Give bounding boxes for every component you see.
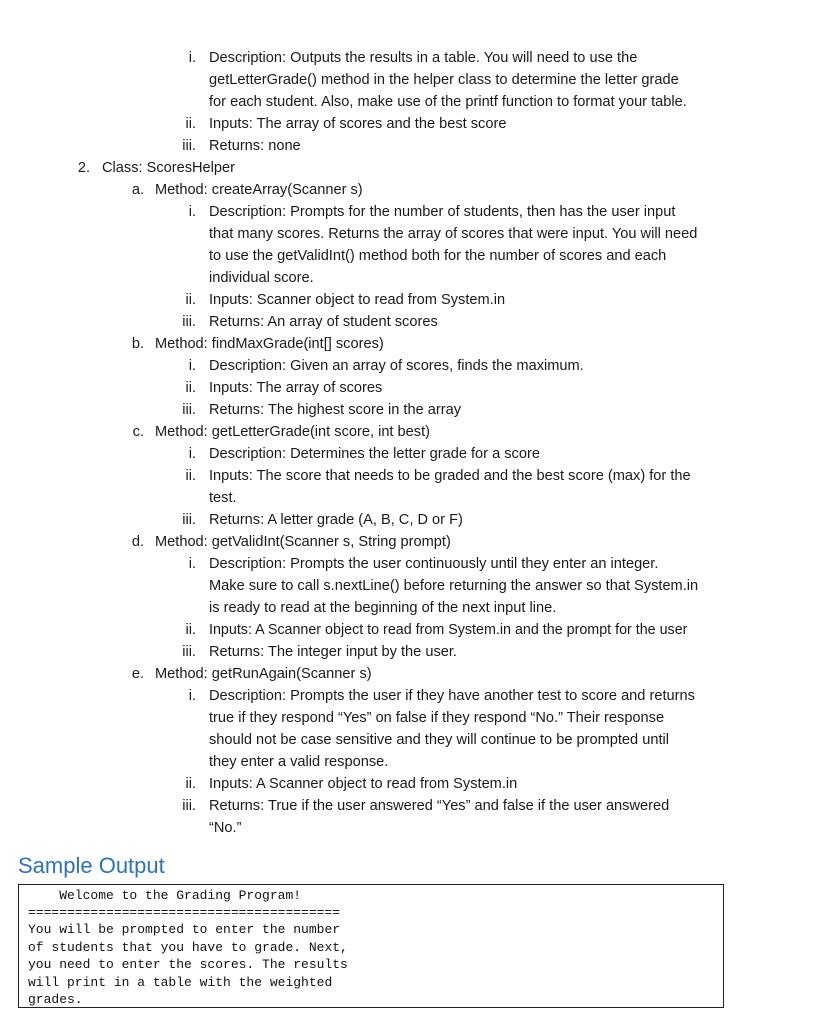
returns-line: “No.” bbox=[209, 820, 242, 836]
returns-line: Returns: The highest score in the array bbox=[209, 402, 462, 418]
inputs-line: Inputs: The array of scores bbox=[209, 380, 383, 396]
list-marker: iii. bbox=[182, 138, 196, 154]
description-line: Description: Given an array of scores, finds the maximum. bbox=[209, 358, 584, 374]
console-line: Welcome to the Grading Program! bbox=[28, 888, 302, 903]
description-line: Description: Prompts the user continuously until they enter an integer. bbox=[209, 556, 659, 572]
list-marker: ii. bbox=[185, 468, 196, 484]
list-marker: i. bbox=[188, 358, 196, 374]
list-marker: iii. bbox=[182, 402, 196, 418]
method-marker: b. bbox=[131, 336, 144, 352]
description-line: is ready to read at the beginning of the next input line. bbox=[209, 600, 557, 616]
console-line: will print in a table with the weighted bbox=[28, 975, 333, 990]
returns-line: Returns: none bbox=[209, 138, 301, 154]
method-marker: c. bbox=[132, 424, 144, 440]
inputs-line: Inputs: A Scanner object to read from System.in bbox=[209, 776, 518, 792]
console-line: you need to enter the scores. The results bbox=[28, 957, 348, 972]
list-marker: iii. bbox=[182, 798, 196, 814]
returns-line: Returns: The integer input by the user. bbox=[209, 644, 457, 660]
method-marker: e. bbox=[131, 666, 144, 682]
method-marker: a. bbox=[131, 182, 144, 198]
method-title: Method: getValidInt(Scanner s, String prompt) bbox=[155, 534, 451, 550]
class-number: 2. bbox=[77, 160, 90, 176]
inputs-line: test. bbox=[209, 490, 237, 506]
list-marker: iii. bbox=[182, 314, 196, 330]
class-title: Class: ScoresHelper bbox=[102, 160, 236, 176]
description-line: individual score. bbox=[209, 270, 314, 286]
description-line: they enter a valid response. bbox=[209, 754, 389, 770]
list-marker: ii. bbox=[185, 292, 196, 308]
list-marker: i. bbox=[188, 204, 196, 220]
method-marker: d. bbox=[131, 534, 144, 550]
list-marker: iii. bbox=[182, 512, 196, 528]
list-marker: i. bbox=[188, 688, 196, 704]
description-line: Description: Determines the letter grade for a score bbox=[209, 446, 540, 462]
inputs-line: Inputs: The array of scores and the best score bbox=[209, 116, 507, 132]
list-marker: iii. bbox=[182, 644, 196, 660]
description-line: Make sure to call s.nextLine() before returning the answer so that System.in bbox=[209, 578, 699, 594]
console-line: You will be prompted to enter the number bbox=[28, 922, 341, 937]
returns-line: Returns: An array of student scores bbox=[209, 314, 438, 330]
description-line: for each student. Also, make use of the printf function to format your table. bbox=[209, 94, 687, 110]
list-marker: i. bbox=[188, 556, 196, 572]
description-line: Description: Prompts for the number of students, then has the user input bbox=[209, 204, 676, 220]
list-marker: ii. bbox=[185, 776, 196, 792]
description-line: getLetterGrade() method in the helper class to determine the letter grade bbox=[209, 72, 679, 88]
method-title: Method: getLetterGrade(int score, int best) bbox=[155, 424, 430, 440]
sample-output-box bbox=[18, 884, 724, 1008]
returns-line: Returns: A letter grade (A, B, C, D or F) bbox=[209, 512, 463, 528]
inputs-line: Inputs: The score that needs to be graded and the best score (max) for the bbox=[209, 468, 691, 484]
list-marker: ii. bbox=[185, 116, 196, 132]
console-line: grades. bbox=[28, 992, 83, 1007]
description-line: Description: Outputs the results in a table. You will need to use the bbox=[209, 50, 638, 66]
list-marker: ii. bbox=[185, 622, 196, 638]
inputs-line: Inputs: A Scanner object to read from System.in and the prompt for the user bbox=[209, 622, 688, 638]
description-line: should not be case sensitive and they will continue to be prompted until bbox=[209, 732, 669, 748]
list-marker: ii. bbox=[185, 380, 196, 396]
description-line: that many scores. Returns the array of scores that were input. You will need bbox=[209, 226, 698, 242]
method-title: Method: findMaxGrade(int[] scores) bbox=[155, 336, 384, 352]
returns-line: Returns: True if the user answered “Yes” and false if the user answered bbox=[209, 798, 670, 814]
console-line: of students that you have to grade. Next, bbox=[28, 940, 348, 955]
console-line: ======================================== bbox=[28, 905, 341, 920]
description-line: to use the getValidInt() method both for the number of scores and each bbox=[209, 248, 667, 264]
list-marker: i. bbox=[188, 446, 196, 462]
sample-output-heading: Sample Output bbox=[18, 853, 165, 878]
method-title: Method: createArray(Scanner s) bbox=[155, 182, 363, 198]
description-line: true if they respond “Yes” on false if they respond “No.” Their response bbox=[209, 710, 665, 726]
description-line: Description: Prompts the user if they have another test to score and returns bbox=[209, 688, 695, 704]
inputs-line: Inputs: Scanner object to read from System.in bbox=[209, 292, 506, 308]
method-title: Method: getRunAgain(Scanner s) bbox=[155, 666, 372, 682]
list-marker: i. bbox=[188, 50, 196, 66]
